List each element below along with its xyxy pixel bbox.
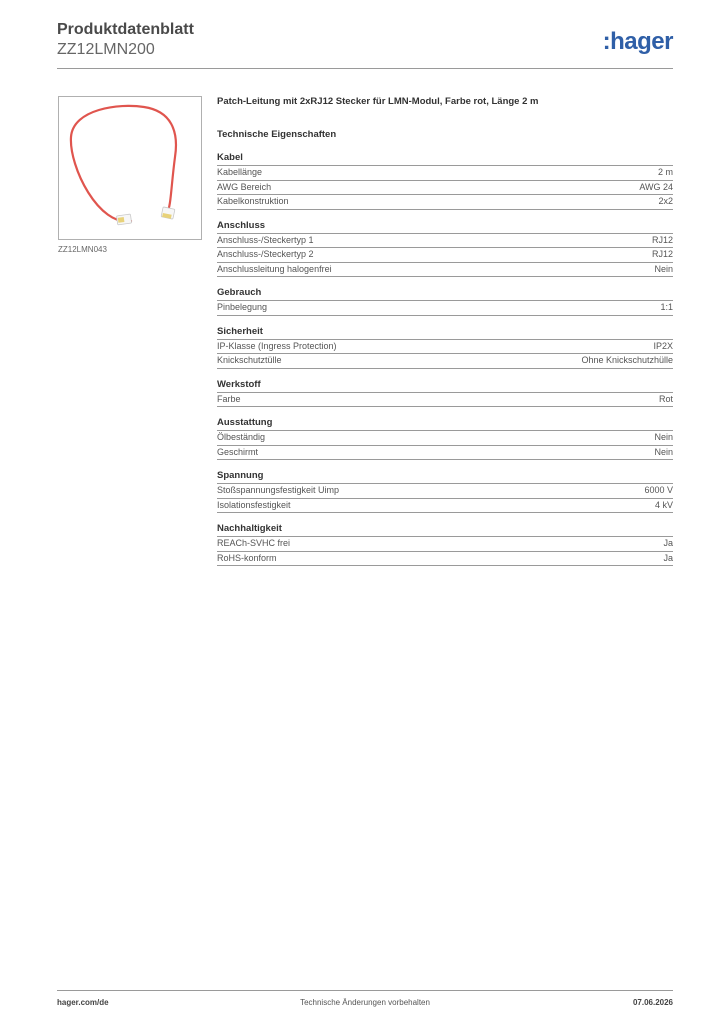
- header-divider: [57, 68, 673, 69]
- property-value: Ja: [663, 552, 673, 563]
- property-value: Nein: [654, 446, 673, 457]
- property-value: 4 kV: [654, 499, 673, 510]
- document-title: Produktdatenblatt: [57, 21, 194, 38]
- technical-properties-heading: Technische Eigenschaften: [217, 129, 337, 140]
- property-label: Ölbeständig: [217, 432, 266, 442]
- property-row: [217, 431, 673, 446]
- property-label: Kabelkonstruktion: [217, 196, 289, 206]
- property-groups: [217, 151, 673, 566]
- group-title: Nachhaltigkeit: [217, 522, 673, 537]
- property-group: [217, 286, 673, 316]
- property-row: [217, 446, 673, 461]
- footer-divider: [57, 990, 673, 991]
- property-value: Nein: [654, 432, 673, 442]
- property-group: [217, 219, 673, 278]
- property-label: Anschlussleitung halogenfrei: [217, 263, 332, 274]
- property-group: [217, 378, 673, 408]
- patch-cable-image: [59, 97, 201, 239]
- property-label: IP-Klasse (Ingress Protection): [217, 340, 337, 351]
- logo-colon-icon: :: [602, 28, 611, 55]
- property-row: [217, 166, 673, 181]
- property-label: Anschluss-/Steckertyp 1: [217, 234, 314, 245]
- property-group: [217, 151, 673, 210]
- property-row: [217, 552, 673, 567]
- property-label: Knickschutztülle: [217, 355, 282, 365]
- property-value: Rot: [658, 393, 673, 404]
- property-row: [217, 263, 673, 278]
- property-value: 2 m: [657, 167, 673, 177]
- property-value: RJ12: [651, 234, 673, 245]
- property-value: 1:1: [660, 302, 673, 312]
- property-group: [217, 416, 673, 460]
- property-label: AWG Bereich: [217, 181, 272, 192]
- property-label: Isolationsfestigkeit: [217, 499, 291, 510]
- product-description: Patch-Leitung mit 2xRJ12 Stecker für LMN-Modul, Farbe rot, Länge 2 m: [217, 96, 539, 107]
- group-title: Sicherheit: [217, 325, 673, 340]
- property-value: 2x2: [658, 196, 673, 206]
- property-row: [217, 499, 673, 514]
- product-code: ZZ12LMN200: [57, 41, 155, 58]
- property-row: [217, 393, 673, 408]
- property-label: Stoßspannungsfestigkeit Uimp: [217, 485, 340, 495]
- property-group: [217, 469, 673, 513]
- property-label: REACh-SVHC frei: [217, 538, 291, 548]
- group-title: Kabel: [217, 151, 673, 166]
- property-row: [217, 340, 673, 355]
- image-caption: ZZ12LMN043: [58, 245, 107, 254]
- property-value: Ja: [663, 538, 673, 548]
- property-value: 6000 V: [644, 485, 673, 495]
- property-row: [217, 484, 673, 499]
- property-row: [217, 537, 673, 552]
- group-title: Spannung: [217, 469, 673, 484]
- property-value: RJ12: [651, 249, 673, 259]
- property-label: Kabellänge: [217, 167, 263, 177]
- property-row: [217, 248, 673, 263]
- footer-notice: Technische Änderungen vorbehalten: [300, 998, 430, 1007]
- footer-date: 07.06.2026: [632, 998, 673, 1007]
- group-title: Werkstoff: [217, 378, 673, 393]
- property-label: Pinbelegung: [217, 302, 268, 312]
- property-label: RoHS-konform: [217, 552, 277, 563]
- property-group: [217, 325, 673, 369]
- group-title: Anschluss: [217, 219, 673, 234]
- group-title: Gebrauch: [217, 286, 673, 301]
- property-value: Ohne Knickschutzhülle: [581, 355, 673, 365]
- property-group: [217, 522, 673, 566]
- property-row: [217, 195, 673, 210]
- product-image: [58, 96, 202, 240]
- property-row: [217, 301, 673, 316]
- property-row: [217, 181, 673, 196]
- group-title: Ausstattung: [217, 416, 673, 431]
- page-header: [57, 20, 673, 60]
- footer-website: hager.com/de: [57, 998, 109, 1007]
- logo-text: hager: [610, 28, 673, 55]
- property-label: Geschirmt: [217, 446, 259, 457]
- property-value: IP2X: [653, 340, 673, 351]
- property-value: AWG 24: [639, 181, 673, 192]
- property-label: Anschluss-/Steckertyp 2: [217, 249, 314, 259]
- hager-logo: [603, 28, 673, 56]
- property-label: Farbe: [217, 393, 241, 404]
- property-value: Nein: [654, 263, 673, 274]
- property-row: [217, 354, 673, 369]
- product-details: [217, 95, 673, 566]
- property-row: [217, 234, 673, 249]
